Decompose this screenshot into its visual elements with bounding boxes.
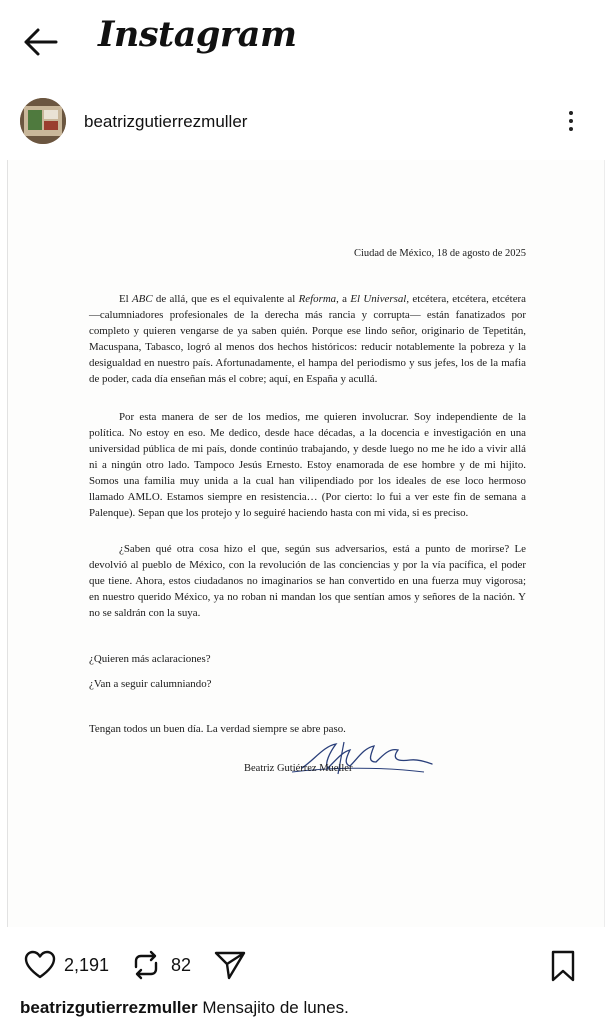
reposts-count[interactable]: 82 — [171, 955, 192, 975]
caption-text: Mensajito de lunes. — [202, 998, 349, 1017]
letter-signature-name: Beatriz Gutiérrez Mueller — [244, 763, 353, 774]
caption-username[interactable]: beatrizgutierrezmuller — [20, 998, 198, 1017]
letter-italic-run: Reforma — [298, 293, 337, 305]
send-icon[interactable] — [214, 950, 246, 980]
letter-text-run: El — [119, 293, 133, 305]
arrow-left-icon[interactable] — [22, 26, 58, 58]
post-caption — [20, 998, 349, 1018]
top-bar — [0, 0, 605, 90]
avatar[interactable] — [20, 98, 66, 144]
letter-closing: Tengan todos un buen día. La verdad siempre se abre paso. — [89, 723, 346, 735]
more-vertical-icon[interactable] — [560, 107, 582, 137]
letter-italic-run: El Universal — [350, 293, 407, 305]
letter-paragraph-2: Por esta manera de ser de los medios, me quieren involucrar. Soy independiente de la política. No estoy en eso. Me dedico, desde hace décadas, a la docencia e investigación en una universidad pública de mi país, donde continúo trabajando, y desde luego no me he ido a vivir allá ni a ningún otro lado. Tampoco Jesús Ernesto. Estoy enamorada de ese hombre y de mi hijito. Somos una familia muy unida a la cual han vilipendiado por los ideales de ese loco hermoso llamado AMLO. Estamos siempre en resistencia… (Por cierto: lo fui a ver este fin de semana a Palenque). Sepan que los protejo y lo seguiré haciendo hasta con mi vida, si es preciso. — [89, 411, 526, 519]
repost-icon[interactable] — [130, 949, 162, 981]
instagram-logo[interactable]: Instagram — [98, 14, 297, 55]
letter-date: Ciudad de México, 18 de agosto de 2025 — [353, 248, 526, 259]
likes-count[interactable]: 2,191 — [64, 955, 110, 975]
letter-question-2: ¿Van a seguir calumniando? — [89, 678, 212, 690]
letter-text-run: , a — [336, 293, 351, 305]
bookmark-icon[interactable] — [548, 950, 578, 982]
heart-icon[interactable] — [24, 950, 56, 980]
letter-italic-run: ABC — [132, 293, 153, 305]
post-actions — [0, 944, 605, 988]
post-username[interactable]: beatrizgutierrezmuller — [84, 112, 248, 131]
letter-question-1: ¿Quieren más aclaraciones? — [89, 653, 211, 665]
post-header — [0, 95, 605, 153]
letter-text-run: , etcétera, etcétera, etcétera —calumniadores profesionales de la derecha más rancia y corrupta— están fanatizados por completo y quieren vengarse de ya saben quién. Porque ese lindo señor, originario de Tepetitán, Macuspana, Tabasco, logró al menos dos hechos históricos: reducir notablemente la pobreza y la desigualdad en nuestro país. Afortunadamente, el hampa del periodismo y sus jefes, los de la mafia de poder, cada día enseñan más el cobre; aquí, en España y acullá. — [89, 293, 526, 385]
post-image-letter — [7, 160, 605, 927]
letter-paragraph-3: ¿Saben qué otra cosa hizo el que, según sus adversarios, está a punto de morirse? Le devolvió al pueblo de México, con la revolución de las conciencias y por la vía pacífica, el poder que tiene. Ahora, estos ciudadanos no imaginarios se han convertido en una fuerza muy vigorosa; en nuestro querido México, ya no roban ni mandan los que sentían amos y señores de la nación. Y no se saldrán con la suya. — [89, 543, 526, 619]
letter-text-run: de allá, que es el equivalente al — [152, 293, 299, 305]
letter-paragraph-1 — [89, 291, 526, 387]
